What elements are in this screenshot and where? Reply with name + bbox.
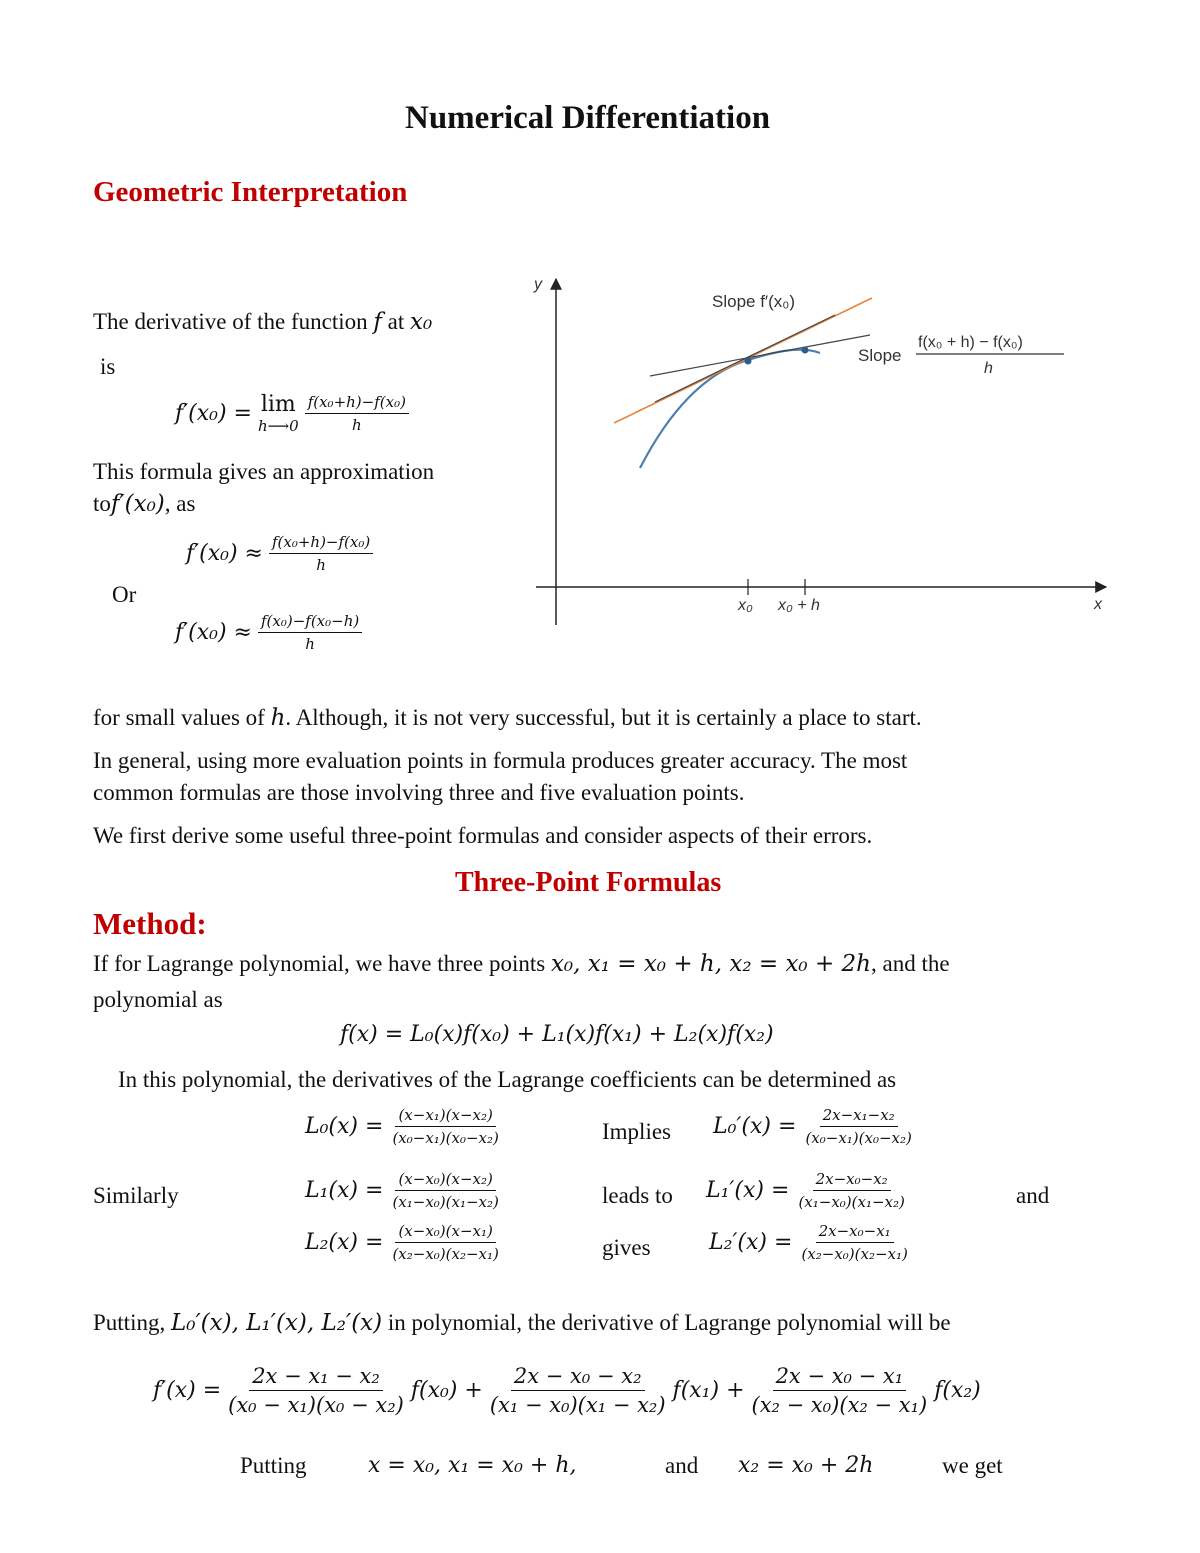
L2-lhs: L₂(x) = (305, 1230, 384, 1255)
term2-fraction (487, 1364, 669, 1417)
putting-line (93, 1310, 951, 1336)
paragraph-accuracy-2: common formulas are those involving three and five evaluation points. (93, 780, 745, 805)
bwd-denominator: h (305, 635, 315, 653)
term2-numerator: 2x − x₀ − x₂ (511, 1364, 645, 1391)
point-x0 (745, 358, 752, 365)
approx-text-2 (93, 491, 195, 517)
paragraph-accuracy-1: In general, using more evaluation points in formula produces greater accuracy. The most (93, 748, 908, 773)
L1-fraction (389, 1170, 501, 1211)
bwd-numerator: f(x₀)−f(x₀−h) (258, 612, 362, 633)
putting-derivatives: L₀′(x), L₁′(x), L₂′(x) (170, 1310, 383, 1336)
point-x0h (802, 347, 809, 354)
L1p-numerator: 2x−x₀−x₂ (813, 1170, 891, 1191)
term2-denominator: (x₁ − x₀)(x₁ − x₂) (489, 1393, 666, 1417)
approx-to: to (93, 491, 111, 516)
L1-lhs: L₁(x) = (305, 1178, 384, 1203)
page-title: Numerical Differentiation (405, 100, 771, 136)
L2p-numerator: 2x−x₀−x₁ (816, 1222, 894, 1243)
secant-slope-word: Slope (858, 346, 902, 365)
L2p-lhs: L₂′(x) = (709, 1230, 793, 1255)
def-numerator: f(x₀+h)−f(x₀) (305, 393, 409, 414)
tangent-slope-label: Slope f′(x₀) (712, 292, 795, 311)
L0-denominator: (x₀−x₁)(x₀−x₂) (392, 1129, 499, 1147)
L0-derivative (713, 1106, 915, 1147)
leads-to-label: leads to (602, 1183, 673, 1208)
derivative-definition (175, 392, 409, 435)
L1-denominator: (x₁−x₀)(x₁−x₂) (392, 1193, 499, 1211)
intro-is: is (100, 354, 116, 379)
L2-denominator: (x₂−x₀)(x₂−x₁) (392, 1245, 499, 1263)
geometric-figure (520, 265, 1120, 635)
approx-fprime: f′(x₀) (110, 491, 165, 517)
term1-fraction (225, 1364, 407, 1417)
final-and: and (665, 1453, 699, 1478)
paragraph-small-h (93, 705, 922, 731)
fwd-numerator: f(x₀+h)−f(x₀) (269, 533, 373, 554)
term2-f: f(x₁) + (672, 1378, 745, 1403)
L0-equation (305, 1106, 502, 1147)
forward-difference (186, 533, 373, 574)
y-axis-label: y (534, 276, 542, 293)
method-line-1-end: , and the (870, 951, 950, 976)
secant-line (650, 335, 870, 376)
def-lhs: f′(x₀) = (175, 401, 252, 426)
intro-x0: x₀ (410, 309, 433, 335)
term3-numerator: 2x − x₀ − x₁ (773, 1364, 907, 1391)
L1p-denominator: (x₁−x₀)(x₁−x₂) (798, 1193, 905, 1211)
tick-label-x0h: x₀ + h (778, 597, 820, 614)
fwd-lhs: f′(x₀) ≈ (186, 541, 263, 566)
secant-denominator: h (984, 360, 993, 377)
method-points: x₀, x₁ = x₀ + h, x₂ = x₀ + 2h (550, 951, 871, 977)
L2-numerator: (x−x₀)(x−x₁) (395, 1222, 495, 1243)
L1-numerator: (x−x₀)(x−x₂) (395, 1170, 495, 1191)
coefficient-intro: In this polynomial, the derivatives of the Lagrange coefficients can be determined as (118, 1067, 897, 1092)
similarly-label: Similarly (93, 1183, 179, 1208)
L2-derivative (709, 1222, 911, 1263)
term3-f: f(x₂) (934, 1378, 981, 1403)
final-substitution-1: x = x₀, x₁ = x₀ + h, (368, 1453, 577, 1478)
method-line-2: polynomial as (93, 987, 223, 1012)
L1-equation (305, 1170, 502, 1211)
L0p-denominator: (x₀−x₁)(x₀−x₂) (805, 1129, 912, 1147)
lagrange-derivative-formula (153, 1364, 981, 1417)
L2-equation (305, 1222, 502, 1263)
method-line-1-text: If for Lagrange polynomial, we have three points (93, 951, 546, 976)
L0p-numerator: 2x−x₁−x₂ (820, 1106, 898, 1127)
fwd-fraction (269, 533, 373, 574)
paragraph-three-point: We first derive some useful three-point formulas and consider aspects of their errors. (93, 823, 873, 848)
bwd-fraction (258, 612, 362, 653)
tangent-line (614, 298, 872, 423)
term3-fraction (749, 1364, 931, 1417)
p1-b: . Although, it is not very successful, but it is certainly a place to start. (285, 705, 922, 730)
intro-text: The derivative of the function (93, 309, 368, 334)
def-lim: lim (260, 392, 296, 417)
L2-fraction (389, 1222, 501, 1263)
lagrange-polynomial: f(x) = L₀(x)f(x₀) + L₁(x)f(x₁) + L₂(x)f(x₂) (340, 1022, 774, 1047)
final-substitution-2: x₂ = x₀ + 2h (738, 1453, 874, 1478)
intro-f: f (373, 309, 382, 335)
implies-label: Implies (602, 1119, 671, 1144)
term3-denominator: (x₂ − x₀)(x₂ − x₁) (751, 1393, 928, 1417)
p1-a: for small values of (93, 705, 265, 730)
def-fraction (305, 393, 409, 434)
L0p-lhs: L₀′(x) = (713, 1114, 797, 1139)
final-we-get: we get (942, 1453, 1003, 1478)
method-line-1 (93, 951, 950, 977)
derivative-intro (93, 309, 432, 335)
and-label: and (1016, 1183, 1050, 1208)
tick-label-x0: x₀ (738, 597, 753, 614)
L1p-lhs: L₁′(x) = (706, 1178, 790, 1203)
term1-numerator: 2x − x₁ − x₂ (249, 1364, 383, 1391)
secant-numerator: f(x₀ + h) − f(x₀) (918, 334, 1023, 351)
approx-as: , as (164, 491, 196, 516)
putting-word: Putting, (93, 1310, 166, 1335)
backward-difference (175, 612, 362, 653)
L2p-denominator: (x₂−x₀)(x₂−x₁) (801, 1245, 908, 1263)
bwd-lhs: f′(x₀) ≈ (175, 620, 252, 645)
L1p-fraction (795, 1170, 907, 1211)
term1-denominator: (x₀ − x₁)(x₀ − x₂) (228, 1393, 404, 1417)
gives-label: gives (602, 1235, 651, 1260)
method-heading: Method: (93, 906, 207, 941)
L1-derivative (706, 1170, 908, 1211)
L2p-fraction (798, 1222, 910, 1263)
p1-h: h (270, 705, 286, 731)
section-heading-three-point: Three-Point Formulas (455, 867, 722, 898)
putting-rest: in polynomial, the derivative of Lagrange polynomial will be (387, 1310, 951, 1335)
def-limit (258, 392, 299, 435)
L0-numerator: (x−x₁)(x−x₂) (395, 1106, 495, 1127)
approx-text-1: This formula gives an approximation (93, 459, 435, 484)
fp-lhs: f′(x) = (153, 1378, 222, 1403)
intro-at: at (387, 309, 405, 334)
fwd-denominator: h (316, 556, 326, 574)
def-denominator: h (351, 416, 362, 434)
x-axis-label: x (1094, 596, 1102, 613)
section-heading-geometric: Geometric Interpretation (93, 176, 408, 208)
term1-f: f(x₀) + (410, 1378, 483, 1403)
or-label: Or (112, 582, 137, 607)
def-lim-sub: h⟶0 (257, 417, 299, 435)
L0-fraction (389, 1106, 501, 1147)
L0p-fraction (802, 1106, 914, 1147)
final-putting-word: Putting (240, 1453, 307, 1478)
L0-lhs: L₀(x) = (305, 1114, 384, 1139)
